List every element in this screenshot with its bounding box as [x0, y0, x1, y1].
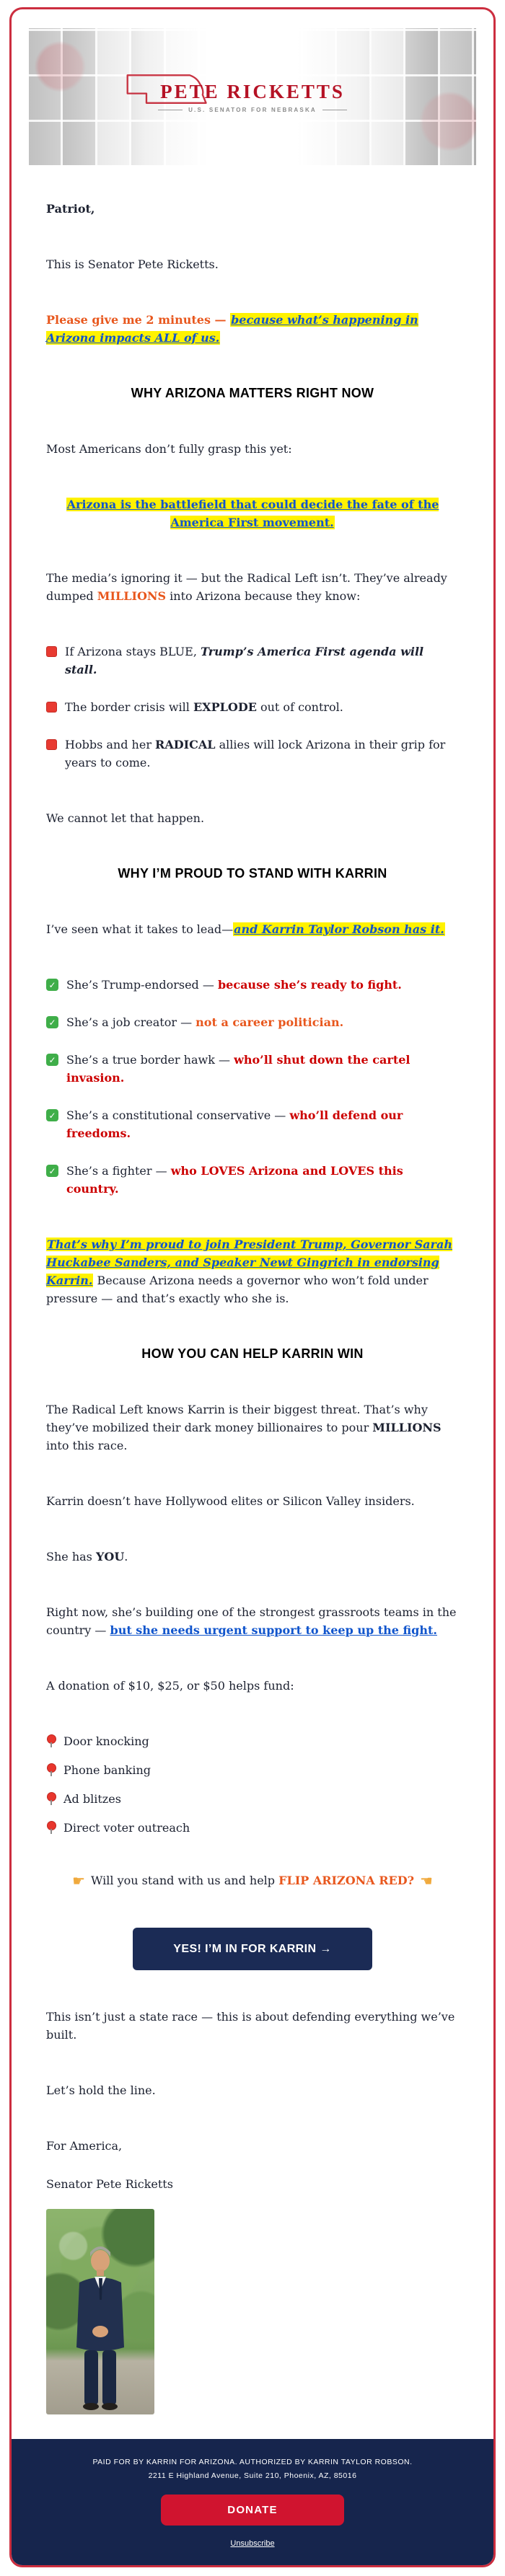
grassroots-pre: Right now, she’s building one of the strongest grassroots teams in the country — [46, 1605, 457, 1637]
check-icon [46, 1165, 58, 1177]
email-body [12, 165, 493, 2439]
bullet-pre: Hobbs and her [65, 738, 156, 751]
check-item-2 [46, 1013, 459, 1031]
pin-icon [46, 1763, 56, 1777]
logo-subtitle: U.S. SENATOR FOR NEBRASKA [188, 106, 317, 113]
lead-karrin-pre: I’ve seen what it takes to lead— [46, 922, 234, 936]
section-heading-help-karrin: HOW YOU CAN HELP KARRIN WIN [141, 1346, 364, 1361]
check-item-5 [46, 1162, 459, 1198]
threat-pre: The Radical Left knows Karrin is their biggest threat. That’s why they’ve mobilized their dark money billionaires to pour [46, 1403, 428, 1434]
battleground-link[interactable]: Arizona is the battlefield that could decide the fate of the America First movement. [66, 498, 439, 529]
cta-button[interactable]: YES! I’M IN FOR KARRIN → [133, 1928, 372, 1970]
check-item-2-text [66, 1013, 459, 1031]
check-emph: because she’s ready to fight. [217, 978, 402, 992]
question-text: Will you stand with us and help [91, 1874, 279, 1887]
email-footer [12, 2439, 493, 2565]
you-strong: YOU [95, 1550, 125, 1563]
pin-icon [46, 1734, 56, 1748]
cta-button-row [46, 1928, 459, 1970]
threat-line [46, 1401, 459, 1455]
unsubscribe-link[interactable]: Unsubscribe [230, 2539, 275, 2548]
check-item-3 [46, 1051, 459, 1087]
bullet-post: allies will lock Arizona in their grip for years to come. [65, 738, 446, 769]
hook-line [46, 311, 459, 347]
stakes-line: This isn’t just a state race — this is about defending everything we’ve built. [46, 2010, 455, 2042]
you-post: . [124, 1550, 128, 1563]
check-glyph: ✓ [48, 1017, 56, 1028]
endorsement-line [46, 1235, 459, 1307]
karrin-checklist [46, 976, 459, 1198]
question-strong: FLIP ARIZONA RED? [278, 1874, 414, 1887]
email-header [12, 9, 493, 165]
bullet-pre: The border crisis will [65, 700, 193, 714]
bullet-emph: RADICAL [155, 738, 216, 751]
bullet-emph: EXPLODE [193, 700, 257, 714]
red-square-icon [46, 702, 57, 713]
check-item-4-text [66, 1106, 459, 1142]
endorsement-rest: Because Arizona needs a governor who won’t fold under pressure — and that’s exactly who she is. [46, 1274, 429, 1305]
unsubscribe-row [29, 2536, 476, 2549]
check-icon [46, 979, 58, 991]
hold-line: Let’s hold the line. [46, 2083, 156, 2097]
check-item-4 [46, 1106, 459, 1142]
risk-bullet-2 [46, 698, 459, 716]
check-glyph: ✓ [48, 1054, 56, 1065]
risk-bullet-1-text [65, 643, 459, 679]
check-emph: who’ll shut down the cartel invasion. [66, 1053, 410, 1085]
risk-bullet-list [46, 643, 459, 772]
threat-post: into this race. [46, 1439, 128, 1452]
check-emph: not a career politician. [196, 1015, 344, 1029]
risk-bullet-2-text [65, 698, 459, 716]
lead-line: Most Americans don’t fully grasp this yet: [46, 442, 292, 456]
threat-millions: MILLIONS [372, 1421, 442, 1434]
donate-button[interactable]: DONATE [161, 2495, 343, 2526]
hook-orange-text: Please give me 2 minutes — [46, 313, 231, 327]
check-emph: who LOVES Arizona and LOVES this country. [66, 1164, 403, 1196]
she-has-you-line [46, 1548, 459, 1566]
bullet-post: out of control. [256, 700, 343, 714]
fund-item-3 [46, 1790, 459, 1808]
cta-question-line [46, 1871, 459, 1890]
fund-item-1 [46, 1732, 459, 1750]
media-millions: MILLIONS [97, 589, 167, 603]
logo-name: PETE RICKETTS [160, 80, 345, 102]
bullet-pre: If Arizona stays BLUE, [65, 645, 201, 658]
check-pre: She’s a job creator — [66, 1015, 196, 1029]
pin-icon [46, 1821, 56, 1835]
endorsement-link[interactable]: That’s why I’m proud to join President Trump, Governor Sarah Huckabee Sanders, and Speaker Newt Gingrich in endorsing Karrin. [46, 1238, 452, 1287]
signature-photo [46, 2209, 154, 2414]
no-elites-line: Karrin doesn’t have Hollywood elites or Silicon Valley insiders. [46, 1494, 415, 1508]
fund-items-list [46, 1732, 459, 1837]
email-container [9, 7, 496, 2567]
section-heading-why-arizona: WHY ARIZONA MATTERS RIGHT NOW [131, 386, 374, 400]
lead-karrin-line [46, 920, 459, 938]
logo-subtitle-row [158, 107, 347, 113]
bullet-emph: Trump’s America First agenda will stall. [65, 645, 424, 676]
disclaimer-line1: PAID FOR BY KARRIN FOR ARIZONA. AUTHORIZED BY KARRIN TAYLOR ROBSON. [92, 2458, 413, 2466]
battleground-line [46, 495, 459, 531]
media-text-post: into Arizona because they know: [166, 589, 361, 603]
check-item-5-text [66, 1162, 459, 1198]
check-item-1-text [66, 976, 459, 994]
section-heading-stand-with-karrin: WHY I’M PROUD TO STAND WITH KARRIN [118, 866, 387, 881]
point-left-icon: ☚ [419, 1872, 433, 1889]
red-square-icon [46, 646, 57, 657]
risk-bullet-3 [46, 736, 459, 772]
red-square-icon [46, 739, 57, 750]
opening-line: This is Senator Pete Ricketts. [46, 257, 219, 271]
fund-item-4 [46, 1819, 459, 1837]
check-glyph: ✓ [48, 1165, 56, 1176]
hook-link[interactable]: because what’s happening in Arizona impacts ALL of us. [46, 313, 418, 345]
disclaimer-line2: 2211 E Highland Avenue, Suite 210, Phoenix, AZ, 85016 [148, 2471, 357, 2480]
fund-item-4-text: Direct voter outreach [63, 1821, 190, 1835]
point-right-icon: ☛ [72, 1872, 86, 1889]
risk-bullet-1 [46, 643, 459, 679]
urgent-support-link[interactable]: but she needs urgent support to keep up the fight. [110, 1623, 437, 1637]
pete-ricketts-logo [29, 28, 476, 165]
grassroots-line [46, 1603, 459, 1639]
pin-icon [46, 1792, 56, 1806]
check-icon [46, 1109, 58, 1121]
check-pre: She’s Trump-endorsed — [66, 978, 218, 992]
pete-ricketts-portrait [46, 2209, 154, 2414]
check-item-1 [46, 976, 459, 994]
signoff-line: For America, [46, 2139, 123, 2153]
check-pre: She’s a constitutional conservative — [66, 1108, 290, 1122]
closer-line: We cannot let that happen. [46, 811, 205, 825]
check-glyph: ✓ [48, 979, 56, 990]
fund-item-3-text: Ad blitzes [63, 1792, 121, 1806]
you-pre: She has [46, 1550, 96, 1563]
fund-item-1-text: Door knocking [63, 1734, 149, 1748]
check-icon [46, 1016, 58, 1028]
salutation: Patriot, [46, 202, 95, 216]
header-banner [29, 28, 476, 165]
check-glyph: ✓ [48, 1110, 56, 1121]
check-item-3-text [66, 1051, 459, 1087]
check-emph: who’ll defend our freedoms. [66, 1108, 403, 1140]
fund-item-2-text: Phone banking [63, 1763, 152, 1777]
check-pre: She’s a fighter — [66, 1164, 171, 1178]
media-text-pre: The media’s ignoring it — but the Radical Left isn’t. They’ve already dumped [46, 571, 447, 603]
check-icon [46, 1054, 58, 1066]
karrin-has-it-link[interactable]: and Karrin Taylor Robson has it. [234, 922, 444, 936]
check-pre: She’s a true border hawk — [66, 1053, 234, 1067]
donation-lead-line: A donation of $10, $25, or $50 helps fund: [46, 1679, 294, 1693]
fund-item-2 [46, 1761, 459, 1779]
signature-line: Senator Pete Ricketts [46, 2177, 173, 2191]
media-line [46, 569, 459, 605]
risk-bullet-3-text [65, 736, 459, 772]
